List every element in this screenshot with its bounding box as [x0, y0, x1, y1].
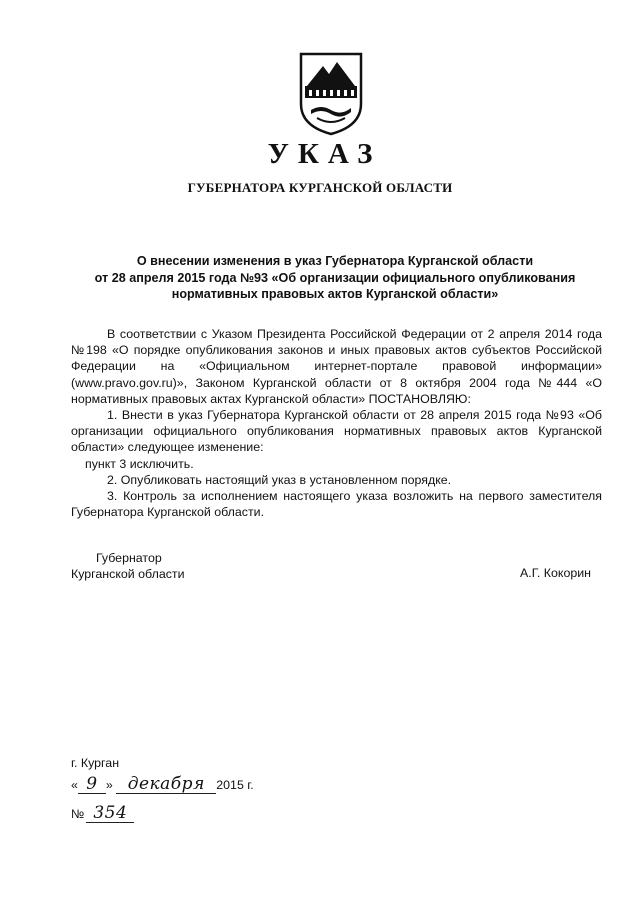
heading-line: нормативных правовых актов Курганской области» [171, 287, 499, 301]
heading-line: О внесении изменения в указ Губернатора Курганской области [136, 254, 534, 268]
date-open-quote: « [71, 778, 78, 792]
signatory-name: А.Г. Кокорин [520, 566, 592, 580]
document-title: УКАЗ [267, 138, 382, 170]
date-year: 2015 г. [216, 778, 254, 792]
position-line: Губернатор [96, 551, 162, 565]
place-of-signing: г. Курган [71, 756, 120, 770]
body-paragraph: пункт 3 исключить. [85, 456, 194, 471]
date-month: декабря [127, 774, 205, 794]
document-subtitle: ГУБЕРНАТОРА КУРГАНСКОЙ ОБЛАСТИ [187, 180, 453, 195]
number-line [71, 803, 134, 823]
date-day: 9 [86, 774, 98, 794]
date-line [71, 774, 254, 794]
decree-body [71, 326, 602, 520]
body-paragraph: 1. Внести в указ Губернатора Курганской области от 28 апреля 2015 года №93 «Об организации официального опубликования нормативных правовых актов Курганской области» следующее изменение: [71, 408, 602, 455]
decree-heading [70, 253, 600, 303]
position-line: Курганской области [71, 567, 185, 582]
body-paragraph: 2. Опубликовать настоящий указ в установленном порядке. [107, 472, 452, 487]
heading-line: от 28 апреля 2015 года №93 «Об организации официального опубликования [94, 270, 576, 285]
date-month-field [116, 774, 216, 794]
date-day-field [78, 774, 106, 794]
number-prefix: № [71, 807, 85, 821]
coat-of-arms-emblem [297, 52, 365, 136]
body-paragraph: В соответствии с Указом Президента Российской Федерации от 2 апреля 2014 года №198 «О порядке опубликования законов и иных правовых актов субъектов Российской Федерации на «Официальном интернет-портале правовой информации» (www.pravo.gov.ru)», Законом Курганской области от 8 октября 2004 года №444 «О нормативных правовых актах Курганской области» ПОСТАНОВЛЯЮ: [71, 327, 602, 406]
date-close-quote: » [105, 778, 113, 792]
number-field [86, 803, 134, 823]
number-value: 354 [93, 803, 128, 823]
body-paragraph: 3. Контроль за исполнением настоящего указа возложить на первого заместителя Губернатора Курганской области. [71, 489, 602, 520]
signatory-position [71, 550, 185, 582]
